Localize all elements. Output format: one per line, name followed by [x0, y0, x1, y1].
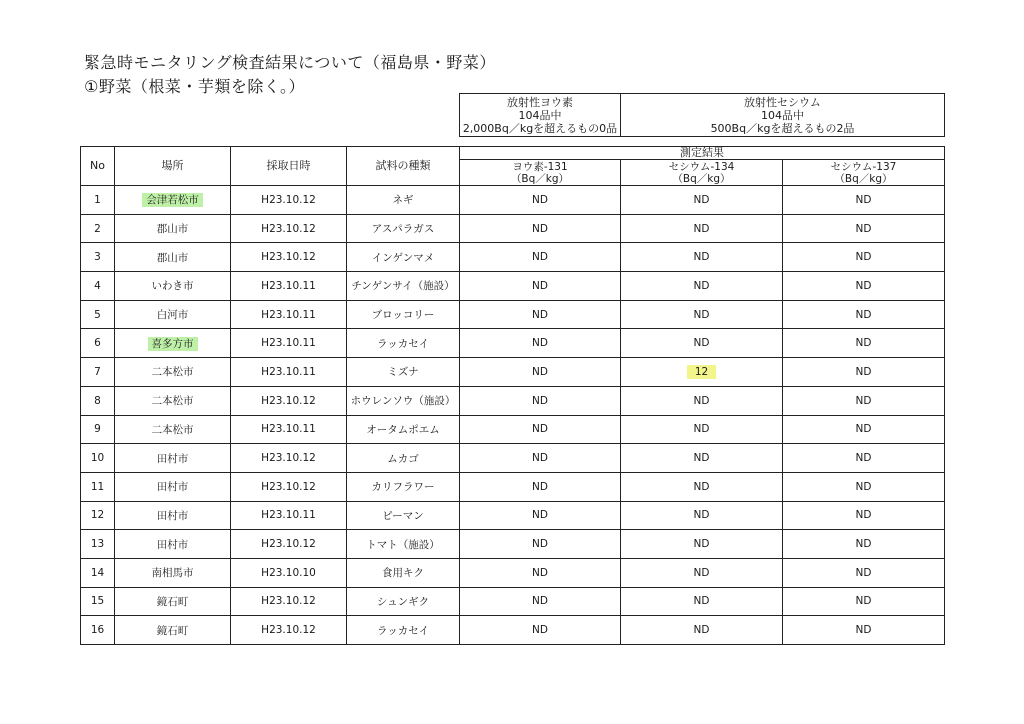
cell-no-value: 10	[90, 452, 105, 465]
cell-no-value: 2	[94, 222, 101, 235]
cell-date-value: H23.10.12	[261, 452, 316, 465]
page-title: 緊急時モニタリング検査結果について（福島県・野菜）	[84, 53, 496, 72]
cell-no-value: 1	[94, 193, 101, 206]
cell-sample	[347, 329, 460, 358]
cell-no-value: 6	[94, 337, 101, 350]
table-row	[81, 300, 945, 329]
cell-date	[231, 243, 347, 272]
cell-sample-value: オータムポエム	[366, 423, 440, 436]
cell-i131-value: ND	[532, 480, 548, 493]
cell-i131	[460, 358, 621, 387]
cell-no	[81, 243, 115, 272]
cell-place	[115, 415, 231, 444]
header-date: 採取日時	[231, 147, 347, 186]
cell-cs137	[783, 616, 945, 645]
cell-place-value: 喜多方市	[148, 337, 198, 351]
cell-no	[81, 329, 115, 358]
cell-place	[115, 329, 231, 358]
cell-date	[231, 558, 347, 587]
header-i131-name: ヨウ素-131	[512, 160, 568, 173]
cell-cs134	[621, 444, 783, 473]
summary-cesium-exceed: 500Bq／kgを超えるもの2品	[710, 122, 855, 135]
cell-i131	[460, 186, 621, 215]
cell-date-value: H23.10.11	[261, 337, 316, 350]
cell-place	[115, 472, 231, 501]
cell-date	[231, 444, 347, 473]
cell-i131-value: ND	[532, 595, 548, 608]
cell-sample	[347, 530, 460, 559]
cell-i131	[460, 616, 621, 645]
results-table	[80, 146, 945, 645]
cell-no	[81, 358, 115, 387]
cell-cs137-value: ND	[855, 595, 872, 608]
results-rows	[81, 186, 945, 645]
cell-sample-value: チンゲンサイ（施設）	[351, 280, 455, 293]
cell-sample	[347, 472, 460, 501]
cell-i131	[460, 587, 621, 616]
cell-cs134-value: ND	[693, 480, 710, 493]
summary-iodine-count: 104品中	[518, 109, 562, 122]
header-cs137-name: セシウム-137	[830, 160, 897, 173]
table-row	[81, 415, 945, 444]
cell-no-value: 16	[90, 624, 105, 637]
cell-date	[231, 358, 347, 387]
summary-cesium-count: 104品中	[761, 109, 804, 122]
cell-cs137	[783, 300, 945, 329]
cell-sample	[347, 186, 460, 215]
cell-cs134	[621, 530, 783, 559]
cell-i131	[460, 272, 621, 301]
cell-date	[231, 530, 347, 559]
cell-date-value: H23.10.12	[261, 394, 316, 407]
header-place: 場所	[115, 147, 231, 186]
cell-sample-value: ミズナ	[387, 366, 419, 379]
cell-i131-value: ND	[532, 538, 548, 551]
cell-cs134-value: ND	[693, 566, 710, 579]
header-cs134	[621, 160, 783, 186]
cell-date-value: H23.10.11	[261, 423, 316, 436]
cell-i131	[460, 386, 621, 415]
cell-cs137	[783, 501, 945, 530]
cell-place	[115, 444, 231, 473]
cell-i131	[460, 300, 621, 329]
cell-i131-value: ND	[532, 365, 548, 378]
cell-place-value: 郡山市	[156, 223, 189, 236]
cell-date-value: H23.10.11	[261, 308, 316, 321]
cell-cs134-value: ND	[693, 624, 710, 637]
cell-cs137-value: ND	[855, 538, 872, 551]
cell-i131-value: ND	[532, 222, 548, 235]
cell-date-value: H23.10.11	[261, 365, 316, 378]
cell-place-value: 白河市	[156, 309, 189, 322]
cell-i131	[460, 243, 621, 272]
cell-sample	[347, 444, 460, 473]
summary-iodine-label: 放射性ヨウ素	[507, 96, 573, 109]
cell-no-value: 8	[94, 394, 101, 407]
cell-date	[231, 300, 347, 329]
cell-cs134	[621, 472, 783, 501]
table-row	[81, 558, 945, 587]
cell-i131-value: ND	[532, 394, 548, 407]
header-i131	[460, 160, 621, 186]
cell-cs134-value: 12	[687, 365, 716, 379]
cell-sample-value: ネギ	[392, 194, 414, 207]
cell-cs134	[621, 358, 783, 387]
cell-cs134	[621, 186, 783, 215]
cell-no	[81, 300, 115, 329]
cell-cs137-value: ND	[855, 509, 872, 522]
cell-sample-value: ピーマン	[382, 509, 424, 522]
cell-cs134	[621, 415, 783, 444]
header-cs137	[783, 160, 945, 186]
cell-cs137	[783, 358, 945, 387]
header-cs137-unit: （Bq／kg）	[834, 172, 893, 185]
cell-i131-value: ND	[532, 423, 548, 436]
cell-place-value: いわき市	[151, 280, 194, 293]
cell-place	[115, 272, 231, 301]
cell-sample-value: トマト（施設）	[366, 538, 440, 551]
cell-no-value: 3	[94, 251, 101, 264]
header-sample: 試料の種類	[347, 147, 460, 186]
cell-cs134-value: ND	[693, 222, 710, 235]
table-row	[81, 386, 945, 415]
cell-cs137	[783, 472, 945, 501]
cell-no	[81, 616, 115, 645]
cell-date	[231, 214, 347, 243]
cell-i131-value: ND	[532, 193, 548, 206]
cell-cs134-value: ND	[693, 538, 710, 551]
cell-date	[231, 587, 347, 616]
cell-cs137	[783, 329, 945, 358]
cell-cs134	[621, 300, 783, 329]
cell-sample	[347, 386, 460, 415]
cell-i131-value: ND	[532, 251, 548, 264]
cell-i131-value: ND	[532, 308, 548, 321]
cell-place	[115, 530, 231, 559]
cell-i131-value: ND	[532, 509, 548, 522]
table-row	[81, 472, 945, 501]
cell-place-value: 田村市	[156, 538, 189, 551]
cell-cs134	[621, 272, 783, 301]
cell-i131	[460, 501, 621, 530]
cell-date-value: H23.10.12	[261, 222, 316, 235]
cell-no	[81, 386, 115, 415]
cell-i131	[460, 530, 621, 559]
cell-cs137	[783, 214, 945, 243]
cell-cs134	[621, 243, 783, 272]
cell-place	[115, 243, 231, 272]
cell-cs137-value: ND	[855, 308, 872, 321]
cell-cs137	[783, 444, 945, 473]
cell-cs137	[783, 386, 945, 415]
table-row	[81, 243, 945, 272]
cell-sample-value: ホウレンソウ（施設）	[350, 395, 456, 408]
cell-cs137	[783, 530, 945, 559]
table-row	[81, 186, 945, 215]
cell-cs137-value: ND	[855, 624, 872, 637]
cell-i131	[460, 472, 621, 501]
table-row	[81, 329, 945, 358]
cell-date	[231, 501, 347, 530]
cell-place	[115, 386, 231, 415]
cell-sample-value: ムカゴ	[387, 452, 419, 465]
cell-cs134-value: ND	[693, 193, 710, 206]
cell-date-value: H23.10.12	[261, 538, 316, 551]
cell-sample	[347, 415, 460, 444]
cell-cs134-value: ND	[693, 595, 710, 608]
cell-cs137	[783, 186, 945, 215]
cell-i131-value: ND	[532, 279, 548, 292]
cell-no-value: 9	[94, 423, 101, 436]
cell-i131-value: ND	[532, 624, 548, 637]
cell-cs137-value: ND	[855, 452, 872, 465]
cell-cs137-value: ND	[855, 193, 872, 206]
header-cs134-unit: （Bq／kg）	[672, 172, 731, 185]
cell-i131	[460, 329, 621, 358]
cell-cs134-value: ND	[693, 251, 710, 264]
cell-date-value: H23.10.12	[261, 595, 316, 608]
table-row	[81, 444, 945, 473]
cell-date	[231, 616, 347, 645]
cell-cs137-value: ND	[855, 394, 872, 407]
table-row	[81, 587, 945, 616]
cell-cs134	[621, 501, 783, 530]
cell-i131	[460, 444, 621, 473]
cell-cs137-value: ND	[855, 365, 872, 378]
cell-cs134-value: ND	[693, 452, 710, 465]
cell-cs134-value: ND	[693, 308, 710, 321]
cell-place	[115, 300, 231, 329]
cell-place-value: 南相馬市	[151, 567, 194, 580]
cell-place-value: 会津若松市	[142, 193, 203, 207]
summary-iodine	[460, 94, 621, 137]
cell-sample	[347, 501, 460, 530]
cell-cs134-value: ND	[693, 279, 710, 292]
cell-i131-value: ND	[532, 337, 548, 350]
cell-i131	[460, 558, 621, 587]
table-row	[81, 616, 945, 645]
cell-cs137-value: ND	[855, 566, 872, 579]
cell-i131	[460, 214, 621, 243]
cell-cs134	[621, 214, 783, 243]
cell-sample-value: ラッカセイ	[377, 624, 429, 637]
cell-place-value: 鏡石町	[156, 624, 189, 637]
cell-cs137	[783, 243, 945, 272]
cell-no-value: 13	[90, 538, 105, 551]
table-row	[81, 358, 945, 387]
cell-cs137	[783, 272, 945, 301]
cell-cs134	[621, 386, 783, 415]
cell-date	[231, 415, 347, 444]
table-row	[81, 272, 945, 301]
table-row	[81, 530, 945, 559]
cell-sample	[347, 300, 460, 329]
cell-date-value: H23.10.12	[261, 624, 316, 637]
cell-no	[81, 214, 115, 243]
cell-cs137-value: ND	[855, 279, 872, 292]
cell-place-value: 郡山市	[156, 251, 189, 264]
cell-i131-value: ND	[532, 452, 548, 465]
cell-no-value: 14	[90, 566, 105, 579]
cell-date-value: H23.10.12	[261, 251, 316, 264]
header-cs134-name: セシウム-134	[668, 160, 735, 173]
cell-sample-value: ブロッコリー	[371, 309, 435, 322]
cell-no	[81, 415, 115, 444]
cell-i131	[460, 415, 621, 444]
cell-sample	[347, 616, 460, 645]
cell-no-value: 12	[90, 509, 105, 522]
cell-place-value: 田村市	[156, 452, 189, 465]
cell-place	[115, 587, 231, 616]
cell-sample-value: シュンギク	[376, 595, 430, 608]
cell-date	[231, 472, 347, 501]
cell-place-value: 鏡石町	[156, 595, 189, 608]
cell-sample	[347, 587, 460, 616]
cell-cs137-value: ND	[855, 251, 872, 264]
cell-date-value: H23.10.10	[261, 566, 316, 579]
cell-date-value: H23.10.11	[261, 509, 316, 522]
cell-no	[81, 186, 115, 215]
cell-no	[81, 444, 115, 473]
cell-place	[115, 214, 231, 243]
cell-sample-value: カリフラワー	[371, 481, 435, 494]
cell-place	[115, 358, 231, 387]
cell-cs137-value: ND	[855, 423, 872, 436]
cell-sample	[347, 272, 460, 301]
cell-date-value: H23.10.12	[261, 193, 316, 206]
cell-no	[81, 272, 115, 301]
cell-cs137	[783, 587, 945, 616]
cell-place	[115, 616, 231, 645]
table-row	[81, 501, 945, 530]
header-no: No	[81, 147, 115, 186]
header-i131-unit: （Bq／kg）	[510, 172, 570, 185]
cell-date	[231, 386, 347, 415]
cell-date	[231, 329, 347, 358]
cell-sample	[347, 214, 460, 243]
cell-cs134-value: ND	[693, 337, 710, 350]
cell-place	[115, 186, 231, 215]
cell-cs134-value: ND	[693, 509, 710, 522]
cell-no	[81, 587, 115, 616]
cell-place-value: 二本松市	[151, 395, 194, 408]
cell-no	[81, 501, 115, 530]
cell-cs134	[621, 616, 783, 645]
cell-cs134-value: ND	[693, 423, 710, 436]
cell-cs137-value: ND	[855, 337, 872, 350]
cell-no-value: 5	[94, 308, 101, 321]
cell-no-value: 4	[94, 279, 101, 292]
cell-cs134	[621, 587, 783, 616]
header-results-group: 測定結果	[460, 147, 945, 160]
cell-cs134-value: ND	[693, 394, 710, 407]
cell-cs134	[621, 558, 783, 587]
cell-date-value: H23.10.11	[261, 279, 316, 292]
cell-date	[231, 186, 347, 215]
cell-place-value: 田村市	[156, 481, 189, 494]
cell-i131-value: ND	[532, 566, 548, 579]
cell-cs137	[783, 415, 945, 444]
cell-sample-value: インゲンマメ	[371, 251, 435, 264]
cell-sample-value: ラッカセイ	[377, 337, 429, 350]
cell-cs137	[783, 558, 945, 587]
cell-place	[115, 558, 231, 587]
cell-date-value: H23.10.12	[261, 480, 316, 493]
summary-cesium-label: 放射性セシウム	[744, 96, 821, 109]
cell-sample	[347, 558, 460, 587]
cell-place-value: 田村市	[156, 509, 189, 522]
cell-cs137-value: ND	[855, 222, 872, 235]
summary-cesium	[621, 94, 945, 137]
cell-place-value: 二本松市	[151, 366, 194, 379]
summary-table	[459, 93, 945, 137]
cell-no	[81, 558, 115, 587]
cell-cs134	[621, 329, 783, 358]
page-subtitle: ①野菜（根菜・芋類を除く。）	[84, 77, 306, 96]
summary-iodine-exceed: 2,000Bq／kgを超えるもの0品	[462, 122, 618, 135]
cell-cs137-value: ND	[855, 480, 872, 493]
table-row	[81, 214, 945, 243]
cell-no	[81, 530, 115, 559]
cell-no-value: 11	[90, 480, 105, 493]
cell-sample-value: 食用キク	[382, 567, 424, 580]
cell-place	[115, 501, 231, 530]
cell-no-value: 7	[94, 365, 101, 378]
cell-no	[81, 472, 115, 501]
cell-place-value: 二本松市	[151, 423, 194, 436]
cell-date	[231, 272, 347, 301]
cell-sample-value: アスパラガス	[371, 223, 435, 236]
cell-sample	[347, 243, 460, 272]
cell-no-value: 15	[90, 595, 105, 608]
cell-sample	[347, 358, 460, 387]
